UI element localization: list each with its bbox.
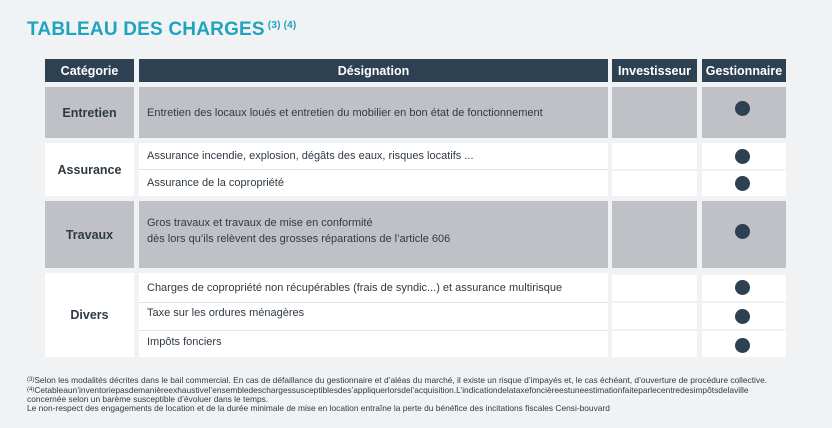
- footnote-4: $^{(4)}$Cetableaun’inventoriepasdemanièreexhaustivel’ensembledeschargessusceptiblesdes’appliquerlorsdel’acquisition.L’indicationdelataxefoncièreestuneestimationfaiteparlecentredesimpôtsdelaville: [27, 385, 749, 395]
- travaux-label: Travaux: [65, 227, 114, 242]
- header-designation: Désignation: [139, 59, 608, 82]
- divers-manager-dot-icon-3: [735, 338, 750, 353]
- divers-row-2: Taxe sur les ordures ménagères: [147, 307, 305, 319]
- divers-row-1: Charges de copropriété non récupérables (frais de syndic...) et assurance multirisque: [147, 282, 563, 294]
- divers-row-3: Impôts fonciers: [147, 336, 222, 348]
- travaux-line-2: dès lors qu’ils relèvent des grosses réparations de l’article 606: [147, 233, 451, 245]
- title-footnote-refs: (3) (4): [267, 20, 297, 31]
- header-category: Catégorie: [45, 59, 134, 82]
- entretien-label: Entretien: [62, 105, 117, 120]
- header-investor: Investisseur: [612, 59, 697, 82]
- divers-investor-cell-2: [612, 303, 697, 329]
- assurance-investor-cell-2: [612, 171, 697, 196]
- assurance-row-1: Assurance incendie, explosion, dégâts des eaux, risques locatifs ...: [147, 150, 474, 162]
- footnote-4-continued: concernée selon un barème susceptible d’évoluer dans le temps.: [27, 394, 269, 404]
- footnote-4-marker: (4): [27, 387, 35, 393]
- divers-investor-cell-1: [612, 275, 697, 301]
- header-manager: Gestionnaire: [702, 59, 786, 82]
- entretien-manager-dot-icon: [735, 101, 750, 116]
- footnote-3: $^{(3)}$Selon les modalités décrites dans le bail commercial. En cas de défaillance du gestionnaire et d’aléas du marché, il existe un risque d’impayés et, le cas échéant, d’ouverture de procédure collective.: [27, 375, 768, 385]
- entretien-row-1: Entretien des locaux loués et entretien du mobilier en bon état de fonctionnement: [147, 106, 543, 119]
- travaux-line-1: Gros travaux et travaux de mise en conformité: [147, 217, 373, 229]
- assurance-manager-dot-icon-2: [735, 176, 750, 191]
- assurance-investor-cell-1: [612, 143, 697, 169]
- assurance-row-2: Assurance de la copropriété: [147, 177, 284, 189]
- divers-manager-dot-icon-1: [735, 280, 750, 295]
- divers-label: Divers: [70, 308, 109, 322]
- travaux-manager-dot-icon: [735, 224, 750, 239]
- travaux-investor-cell: [612, 201, 697, 268]
- divers-manager-dot-icon-2: [735, 309, 750, 324]
- assurance-manager-dot-icon-1: [735, 149, 750, 164]
- footnote-5: Le non-respect des engagements de location et de la durée minimale de mise en location entraîne la perte du bénéfice des incitations fiscales Censi-bouvard: [27, 403, 610, 413]
- page-title: TABLEAU DES CHARGES $^{(3) (4)}$: [27, 19, 297, 40]
- footnote-3-marker: (3): [27, 377, 35, 383]
- entretien-investor-cell: [612, 87, 697, 138]
- divers-investor-cell-3: [612, 331, 697, 357]
- assurance-label: Assurance: [57, 162, 122, 177]
